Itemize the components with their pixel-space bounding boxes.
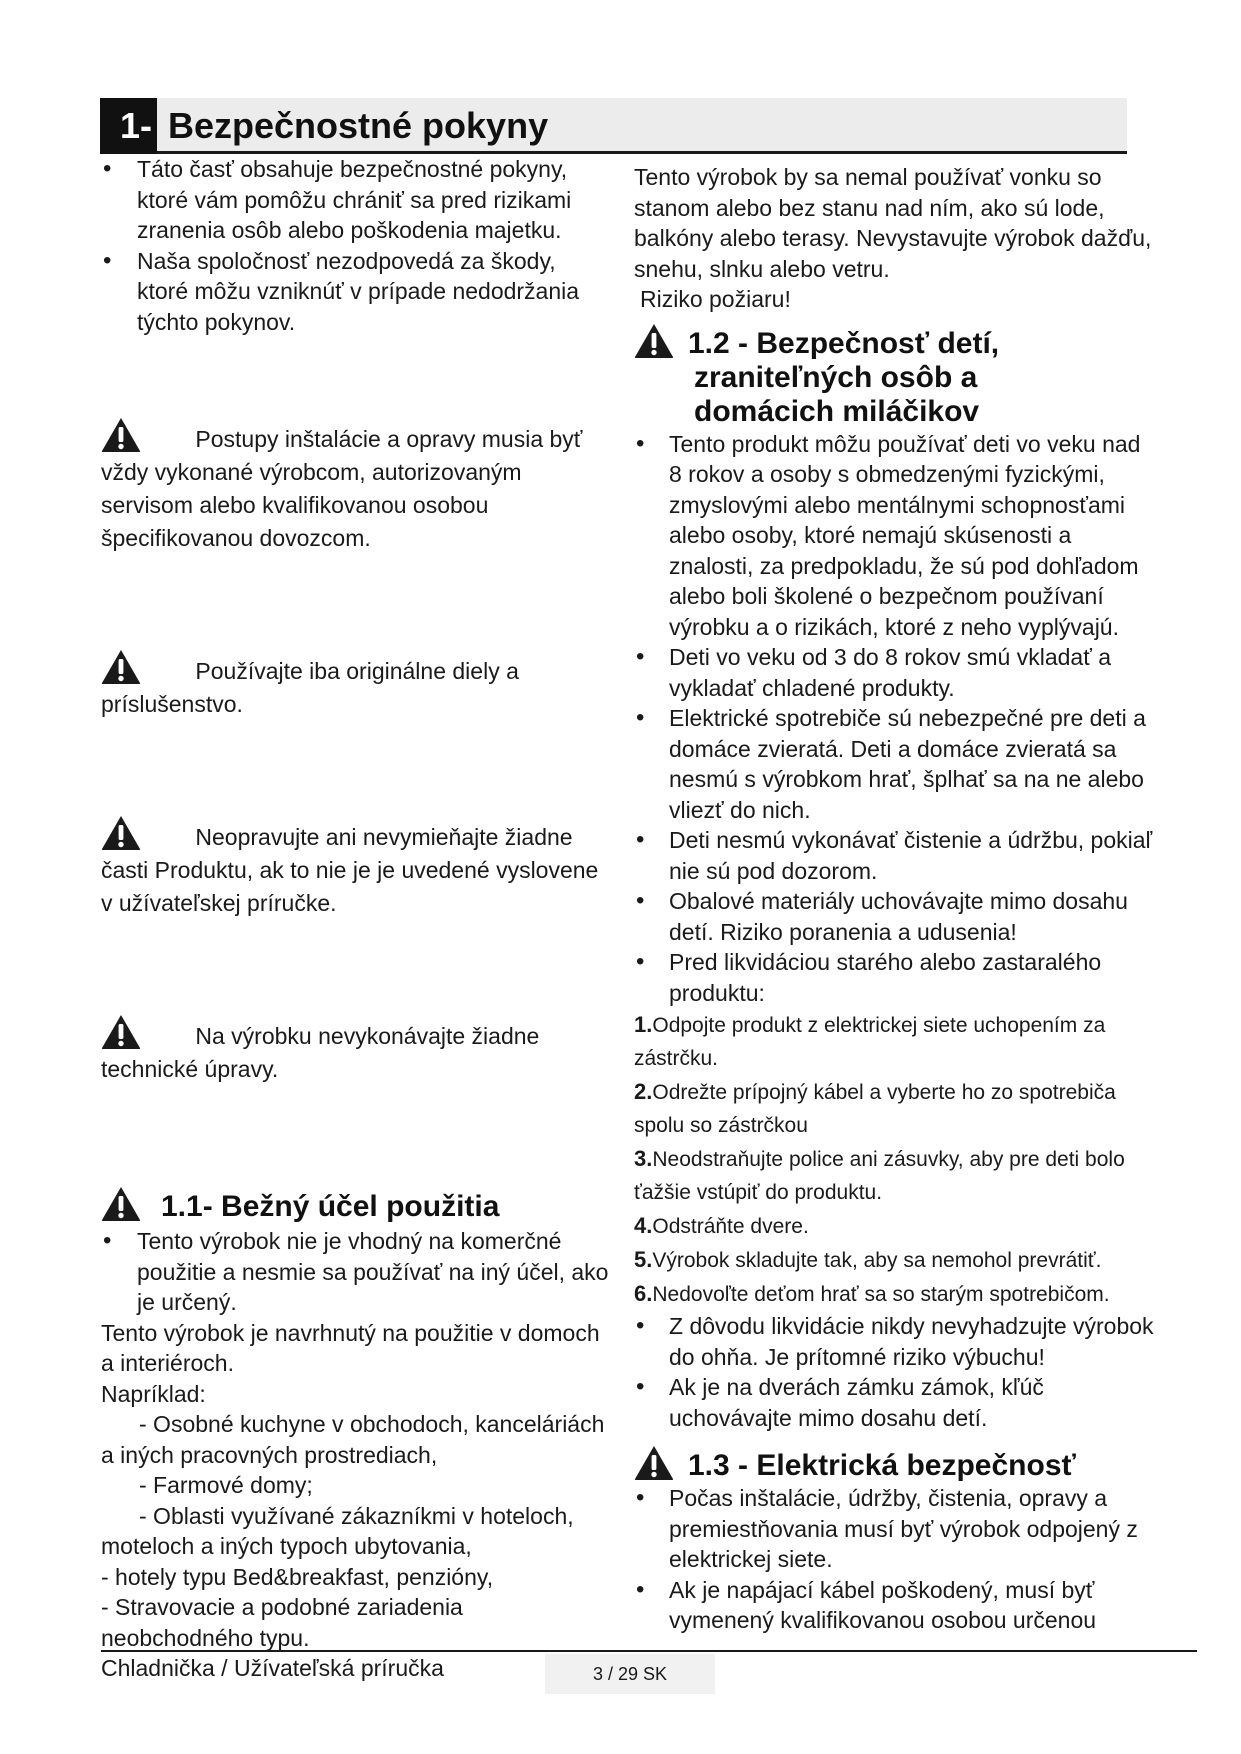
list-item: • Deti nesmú vykonávať čistenie a údržbu, pokiaľ nie sú pod dozorom. [634, 825, 1154, 886]
numbered-step: 6.Nedovoľte deťom hrať sa so starým spotrebičom. [634, 1281, 1110, 1306]
paragraph: - Farmové domy; [139, 1472, 313, 1498]
subsection-title-line: zraniteľných osôb a [694, 360, 978, 394]
list-item: • Naša spoločnosť nezodpovedá za škody, ktoré môžu vzniknúť v prípade nedodržania týchto pokynov. [101, 246, 611, 338]
paragraph: Riziko požiaru! [640, 286, 791, 312]
warning-icon [101, 815, 141, 851]
section-title: Bezpečnostné pokyny [168, 105, 549, 146]
list-item: • Tento produkt môžu používať deti vo veku nad 8 rokov a osoby s obmedzenými fyzickými, zmyslovými alebo mentálnymi schopnosťami alebo osoby, ktoré nemajú skúsenosti a znalosti, za predpokladu, že sú pod dohľadom alebo boli školené o bezpečnom používaní výrobku a o rizikách, ktoré z neho vyplývajú. [634, 429, 1154, 643]
subsection-heading [101, 1190, 611, 1224]
section-number: 1- [100, 98, 157, 154]
warning-icon [101, 1014, 141, 1050]
warning-icon [101, 417, 141, 453]
subsection-title: 1.3 - Elektrická bezpečnosť [688, 1449, 1076, 1482]
footer-divider [101, 1650, 1197, 1652]
paragraph: Tento výrobok je navrhnutý na použitie v domoch a interiéroch. [101, 1319, 600, 1376]
subsection-heading [634, 327, 1154, 429]
numbered-step: 3.Neodstraňujte police ani zásuvky, aby pre deti bolo ťažšie vstúpiť do produktu. [634, 1146, 1125, 1204]
list-item: • Ak je na dverách zámku zámok, kľúč uchovávajte mimo dosahu detí. [634, 1372, 1154, 1433]
paragraph: - Stravovacie a podobné zariadenia neobchodného typu. [101, 1594, 463, 1651]
warning-paragraph: Používajte iba originálne diely a príslušenstvo. [101, 649, 611, 721]
paragraph: - Oblasti využívané zákazníkmi v hoteloch, moteloch a iných typoch ubytovania, [101, 1502, 574, 1559]
list-item: • Obalové materiály uchovávajte mimo dosahu detí. Riziko poranenia a udusenia! [634, 886, 1154, 947]
warning-paragraph: Neopravujte ani nevymieňajte žiadne časti Produktu, ak to nie je je uvedené vyslovene v užívateľskej príručke. [101, 815, 611, 920]
paragraph: Tento výrobok by sa nemal používať vonku so stanom alebo bez stanu nad ním, ako sú lode, balkóny alebo terasy. Nevystavujte výrobok dažďu, snehu, slnku alebo vetru. [634, 164, 1152, 282]
paragraph: Napríklad: [101, 1380, 206, 1407]
warning-icon [101, 649, 141, 685]
warning-icon [634, 1445, 674, 1481]
list-item: • Pred likvidáciou starého alebo zastaralého produktu: [634, 947, 1154, 1008]
list-item: • Elektrické spotrebiče sú nebezpečné pre deti a domáce zvieratá. Deti a domáce zvieratá sa nesmú s výrobkom hrať, šplhať sa na ne alebo vliezť do nich. [634, 703, 1154, 825]
list-item: • Deti vo veku od 3 do 8 rokov smú vkladať a vykladať chladené produkty. [634, 642, 1154, 703]
list-item: • Ak je napájací kábel poškodený, musí byť vymenený kvalifikovanou osobou určenou [634, 1575, 1154, 1636]
list-item: • Tento výrobok nie je vhodný na komerčné použitie a nesmie sa používať na iný účel, ako je určený. [101, 1226, 611, 1318]
warning-icon [634, 323, 674, 359]
footer-title: Chladnička / Užívateľská príručka [101, 1655, 444, 1681]
subsection-title: 1.1- Bežný účel použitia [161, 1190, 500, 1223]
subsection-title: 1.2 - Bezpečnosť detí, [688, 326, 1000, 360]
warning-paragraph: Na výrobku nevykonávajte žiadne technické úpravy. [101, 1014, 611, 1086]
warning-icon [101, 1186, 141, 1222]
list-item: • Z dôvodu likvidácie nikdy nevyhadzujte výrobok do ohňa. Je prítomné riziko výbuchu! [634, 1311, 1154, 1372]
numbered-step: 4.Odstráňte dvere. [634, 1213, 809, 1238]
numbered-step: 1.Odpojte produkt z elektrickej siete uchopením za zástrčku. [634, 1012, 1106, 1070]
page-number: 3 / 29 SK [545, 1654, 715, 1694]
section-title-bar [100, 98, 1127, 154]
paragraph: - hotely typu Bed&breakfast, penzióny, [101, 1563, 494, 1590]
subsection-heading [634, 1449, 1154, 1483]
list-item: • Počas inštalácie, údržby, čistenia, opravy a premiestňovania musí byť výrobok odpojený z elektrickej siete. [634, 1483, 1154, 1575]
list-item: • Táto časť obsahuje bezpečnostné pokyny, ktoré vám pomôžu chrániť sa pred rizikami zranenia osôb alebo poškodenia majetku. [101, 154, 611, 246]
numbered-step: 2.Odrežte prípojný kábel a vyberte ho zo spotrebiča spolu so zástrčkou [634, 1079, 1116, 1137]
paragraph: - Osobné kuchyne v obchodoch, kanceláriách a iných pracovných prostrediach, [101, 1411, 605, 1468]
subsection-title-line: domácich miláčikov [694, 394, 980, 428]
left-column [101, 154, 611, 1653]
numbered-step: 5.Výrobok skladujte tak, aby sa nemohol prevrátiť. [634, 1247, 1102, 1272]
warning-paragraph: Postupy inštalácie a opravy musia byť vždy vykonané výrobcom, autorizovaným servisom alebo kvalifikovanou osobou špecifikovanou dovozcom. [101, 417, 611, 555]
right-column [634, 162, 1154, 1636]
